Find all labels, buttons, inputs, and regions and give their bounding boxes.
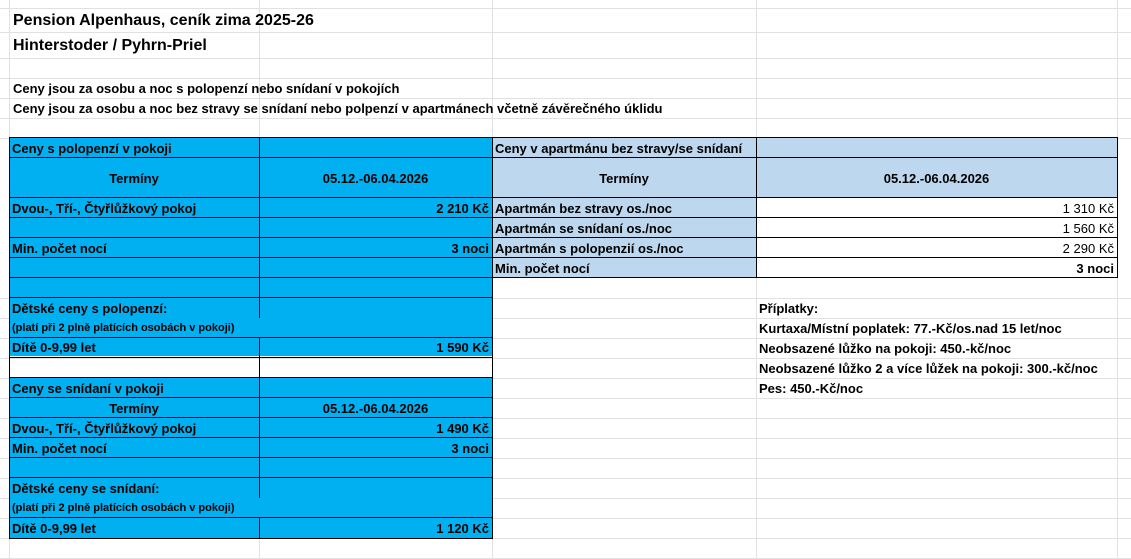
apartment-row-label: Apartmán se snídaní os./noc [495, 220, 672, 236]
apartment-min-label: Min. počet nocí [495, 260, 590, 276]
breakfast-child-price: 1 120 Kč [436, 520, 489, 536]
apartment-row-label: Apartmán bez stravy os./noc [495, 200, 672, 216]
surcharges-header: Příplatky: [759, 300, 819, 316]
breakfast-room-price: 1 490 Kč [436, 420, 489, 436]
apartment-row-value: 1 310 Kč [1062, 200, 1114, 216]
breakfast-min-value: 3 noci [451, 440, 489, 456]
halfboard-room-price: 2 210 Kč [436, 200, 489, 216]
apartment-row-value: 1 560 Kč [1062, 220, 1114, 236]
breakfast-period: 05.12.-06.04.2026 [322, 400, 429, 416]
breakfast-min-label: Min. počet nocí [12, 440, 107, 456]
breakfast-room-label: Dvou-, Tří-, Čtyřlůžkový pokoj [12, 420, 197, 436]
note-line-2: Ceny jsou za osobu a noc bez stravy se snídaní nebo polpenzí v apartmánech včetně závěrečného úklidu [13, 100, 663, 116]
surcharge-item: Neobsazené lůžko 2 a více lůžek na pokoji: 300.-kč/noc [759, 360, 1098, 376]
surcharge-item: Neobsazené lůžko na pokoji: 450.-kč/noc [759, 340, 1012, 356]
apartment-min-value: 3 noci [1076, 260, 1114, 276]
breakfast-terms-label: Termíny [109, 400, 159, 416]
breakfast-child-label: Dítě 0-9,99 let [12, 520, 96, 536]
page-title: Pension Alpenhaus, ceník zima 2025-26 [13, 12, 314, 29]
apartment-row-label: Apartmán s polopenzií os./noc [495, 240, 684, 256]
apartment-period: 05.12.-06.04.2026 [883, 170, 990, 186]
halfboard-child-price: 1 590 Kč [436, 339, 489, 355]
halfboard-header: Ceny s polopenzí v pokoji [12, 140, 172, 156]
apartment-terms-label: Termíny [599, 170, 649, 186]
halfboard-min-value: 3 noci [451, 240, 489, 256]
halfboard-period: 05.12.-06.04.2026 [322, 170, 429, 186]
page-subtitle: Hinterstoder / Pyhrn-Priel [13, 37, 207, 54]
halfboard-terms-label: Termíny [109, 170, 159, 186]
breakfast-child-header: Dětské ceny se snídaní: [12, 480, 160, 496]
apartment-row-value: 2 290 Kč [1062, 240, 1114, 256]
surcharge-item: Kurtaxa/Místní poplatek: 77.-Kč/os.nad 15 let/noc [759, 320, 1062, 336]
halfboard-room-label: Dvou-, Tří-, Čtyřlůžkový pokoj [12, 200, 197, 216]
breakfast-header: Ceny se snídaní v pokoji [12, 380, 164, 396]
halfboard-child-note: (platí při 2 plně platících osobách v pokoji) [12, 322, 235, 334]
halfboard-child-header: Dětské ceny s polopenzí: [12, 300, 168, 316]
halfboard-child-label: Dítě 0-9,99 let [12, 339, 96, 355]
surcharge-item: Pes: 450.-Kč/noc [759, 380, 864, 396]
note-line-1: Ceny jsou za osobu a noc s polopenzí nebo snídaní v pokojích [13, 80, 400, 96]
apartment-header: Ceny v apartmánu bez stravy/se snídaní [495, 140, 743, 156]
halfboard-min-label: Min. počet nocí [12, 240, 107, 256]
breakfast-child-note: (platí při 2 plně platících osobách v pokoji) [12, 502, 235, 514]
